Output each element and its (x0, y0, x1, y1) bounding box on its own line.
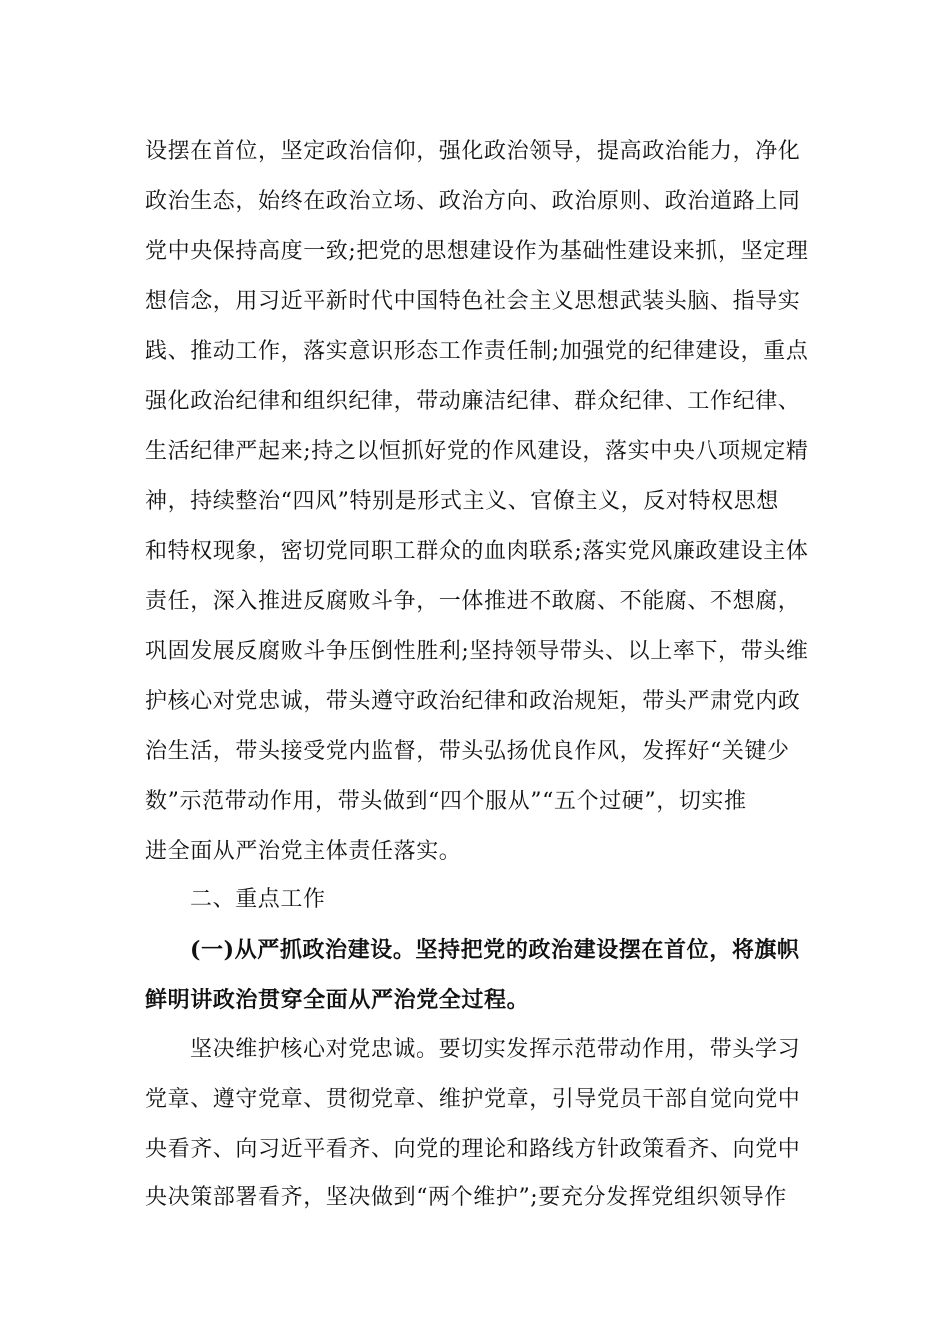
subsection-heading: 鲜明讲政治贯穿全面从严治党全过程。 (145, 987, 530, 1013)
subsection-heading: (一)从严抓政治建设。坚持把党的政治建设摆在首位，将旗帜 (190, 937, 800, 963)
body-text-line: 政治生态，始终在政治立场、政治方向、政治原则、政治道路上同 (145, 189, 801, 214)
body-text-line: 神，持续整治“四风”特别是形式主义、官僚主义，反对特权思想 (145, 489, 779, 514)
body-text-line: 护核心对党忠诚，带头遵守政治纪律和政治规矩，带头严肃党内政 (145, 689, 801, 714)
body-text-line: 想信念，用习近平新时代中国特色社会主义思想武装头脑、指导实 (145, 289, 801, 314)
body-text-line: 巩固发展反腐败斗争压倒性胜利;坚持领导带头、以上率下，带头维 (145, 639, 809, 664)
body-text-line: 党章、遵守党章、贯彻党章、维护党章，引导党员干部自觉向党中 (145, 1087, 801, 1112)
body-text-line: 坚决维护核心对党忠诚。要切实发挥示范带动作用，带头学习 (190, 1037, 801, 1062)
body-text-line: 生活纪律严起来;持之以恒抓好党的作风建设，落实中央八项规定精 (145, 439, 809, 464)
body-text-line: 设摆在首位，坚定政治信仰，强化政治领导，提高政治能力，净化 (145, 139, 801, 164)
body-text-line: 责任，深入推进反腐败斗争，一体推进不敢腐、不能腐、不想腐， (145, 589, 801, 614)
section-heading: 二、重点工作 (190, 887, 326, 912)
body-text-line: 治生活，带头接受党内监督，带头弘扬优良作风，发挥好“关键少 (145, 739, 790, 764)
body-text-line: 数”示范带动作用，带头做到“四个服从”“五个过硬”，切实推 (145, 789, 747, 814)
body-text-line: 央决策部署看齐，坚决做到“两个维护”;要充分发挥党组织领导作 (145, 1185, 787, 1210)
body-text-line: 践、推动工作，落实意识形态工作责任制;加强党的纪律建设，重点 (145, 339, 809, 364)
body-text-line: 强化政治纪律和组织纪律，带动廉洁纪律、群众纪律、工作纪律、 (145, 389, 801, 414)
body-text-line: 进全面从严治党主体责任落实。 (145, 839, 462, 864)
body-text-line: 党中央保持高度一致;把党的思想建设作为基础性建设来抓，坚定理 (145, 239, 809, 264)
body-text-line: 和特权现象，密切党同职工群众的血肉联系;落实党风廉政建设主体 (145, 539, 809, 564)
body-text-line: 央看齐、向习近平看齐、向党的理论和路线方针政策看齐、向党中 (145, 1137, 801, 1162)
